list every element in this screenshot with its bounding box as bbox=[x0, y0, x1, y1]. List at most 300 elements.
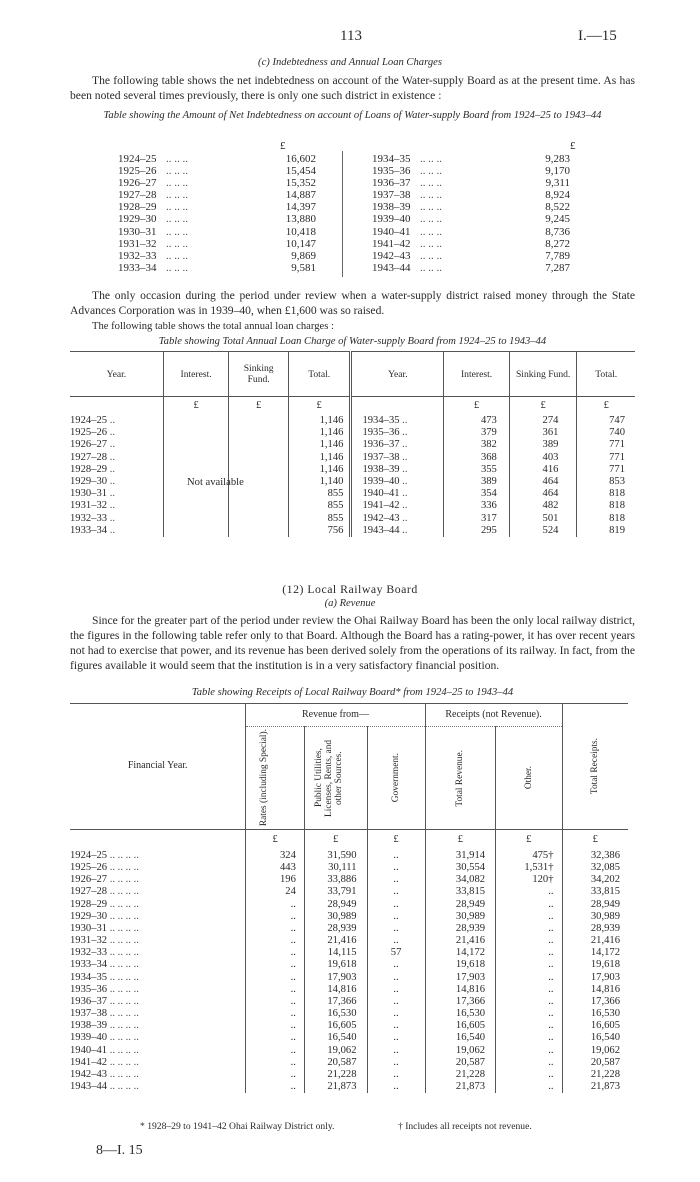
rates-cell: .. bbox=[246, 935, 305, 947]
government-cell: .. bbox=[367, 972, 425, 984]
year-cell: 1943–44 .. .. .. .. bbox=[70, 1080, 139, 1092]
other-cell: .. bbox=[496, 1069, 562, 1081]
leader-dots: .. bbox=[399, 439, 408, 451]
total-revenue-cell: 17,903 bbox=[425, 972, 495, 984]
interest-cell bbox=[163, 525, 229, 537]
year-cell: 1936–37 .. .. .. .. bbox=[70, 995, 139, 1007]
table-row bbox=[70, 1057, 628, 1069]
col-rates: Rates (including Special). bbox=[259, 729, 270, 827]
amount-cell: 7,287 bbox=[545, 261, 570, 274]
sinking-cell bbox=[229, 525, 289, 537]
table-row bbox=[118, 189, 598, 201]
currency-cell: £ bbox=[304, 830, 367, 851]
footnote-dagger: † Includes all receipts not revenue. bbox=[398, 1121, 532, 1132]
leader-dots: .. .. .. bbox=[166, 201, 188, 214]
leader-dots: .. bbox=[107, 427, 116, 439]
rates-cell: .. bbox=[246, 972, 305, 984]
total-cell: 756 bbox=[288, 525, 351, 537]
table-row bbox=[70, 886, 628, 898]
leader-dots: .. bbox=[399, 512, 408, 524]
amount-cell: 9,869 bbox=[291, 249, 316, 262]
table-row bbox=[70, 525, 635, 537]
indebtedness-intro: The following table shows the net indebtedness on account of the Water-supply Board as at the present time. As has been noted several times previously, there is only one such district in existence : bbox=[70, 74, 635, 102]
year-cell: 1942–43 .. bbox=[351, 513, 444, 525]
col-total-right: Total. bbox=[577, 352, 635, 397]
public-utilities-cell: 28,949 bbox=[304, 899, 367, 911]
table-row bbox=[70, 476, 635, 488]
total-receipts-cell: 33,815 bbox=[562, 886, 628, 898]
year-cell: 1939–40 .. bbox=[351, 476, 444, 488]
table-row bbox=[70, 1032, 628, 1044]
indebtedness-table-caption: Table showing the Amount of Net Indebtedness on account of Loans of Water-supply Board from 1924–25 to 1943–44 bbox=[103, 110, 602, 121]
leader-dots: .. bbox=[107, 451, 116, 463]
table-row bbox=[70, 500, 635, 512]
indebtedness-table bbox=[118, 153, 598, 274]
amount-cell: 13,880 bbox=[285, 213, 316, 226]
other-cell: .. bbox=[496, 1057, 562, 1069]
interest-cell: 379 bbox=[444, 427, 510, 439]
public-utilities-cell: 14,115 bbox=[304, 947, 367, 959]
table-row bbox=[70, 947, 628, 959]
leader-dots: .. .. .. bbox=[166, 177, 188, 190]
public-utilities-cell: 19,618 bbox=[304, 959, 367, 971]
amount-cell: 9,170 bbox=[545, 165, 570, 178]
amount-cell: 9,581 bbox=[291, 261, 316, 274]
leader-dots: .. .. .. bbox=[420, 213, 442, 226]
table-row bbox=[70, 1008, 628, 1020]
rates-cell: 24 bbox=[246, 886, 305, 898]
leader-dots: .. .. .. .. bbox=[107, 874, 139, 886]
year-cell: 1930–31 .. .. .. .. bbox=[70, 922, 139, 934]
table-row bbox=[70, 1081, 628, 1093]
amount-cell: 7,789 bbox=[545, 249, 570, 262]
table-row bbox=[70, 959, 628, 971]
total-cell: 818 bbox=[577, 500, 635, 512]
total-cell: 819 bbox=[577, 525, 635, 537]
sinking-cell bbox=[229, 513, 289, 525]
page-signature: 8—I. 15 bbox=[96, 1143, 143, 1158]
total-cell: 1,140 bbox=[288, 476, 351, 488]
interest-cell bbox=[163, 488, 229, 500]
total-receipts-cell: 21,873 bbox=[562, 1081, 628, 1093]
total-receipts-cell: 19,062 bbox=[562, 1045, 628, 1057]
year-cell: 1935–36 bbox=[372, 165, 411, 178]
leader-dots: .. .. .. .. bbox=[107, 1020, 139, 1032]
total-revenue-cell: 20,587 bbox=[425, 1057, 495, 1069]
amount-cell: 8,924 bbox=[545, 189, 570, 202]
railway-paragraph: Since for the greater part of the period under review the Ohai Railway Board has been the only local railway district, the figures in the following table refer only to that Board. Although the Board has a rating-power, it has over recent years not had to exercise that power, and its revenue has been derived solely from the operations of its railway. In fact, from the figures available it would seem that the institution is in a very satisfactory financial position. bbox=[70, 614, 635, 672]
rates-cell: .. bbox=[246, 1069, 305, 1081]
year-cell: 1926–27 bbox=[118, 177, 157, 190]
leader-dots: .. .. .. .. bbox=[107, 1008, 139, 1020]
table-row bbox=[70, 488, 635, 500]
other-cell: .. bbox=[496, 923, 562, 935]
rates-cell: .. bbox=[246, 911, 305, 923]
other-cell: .. bbox=[496, 1081, 562, 1093]
table-row bbox=[70, 972, 628, 984]
total-receipts-cell: 16,605 bbox=[562, 1020, 628, 1032]
amount-cell: 8,522 bbox=[545, 201, 570, 214]
total-revenue-cell: 28,949 bbox=[425, 899, 495, 911]
col-total: Total. bbox=[288, 352, 351, 397]
leader-dots: .. .. .. bbox=[420, 177, 442, 190]
table-row bbox=[70, 984, 628, 996]
leader-dots: .. bbox=[107, 463, 116, 475]
interest-cell: 368 bbox=[444, 452, 510, 464]
currency-symbol-right: £ bbox=[570, 140, 576, 152]
amount-cell: 16,602 bbox=[285, 153, 316, 165]
interest-cell: 473 bbox=[444, 415, 510, 427]
page-number: 113 bbox=[340, 28, 362, 44]
total-revenue-cell: 17,366 bbox=[425, 996, 495, 1008]
table-row bbox=[118, 250, 598, 262]
currency-cell: £ bbox=[444, 397, 510, 416]
leader-dots: .. .. .. .. bbox=[107, 935, 139, 947]
year-cell: 1934–35 .. bbox=[351, 415, 444, 427]
col-other: Other. bbox=[523, 766, 534, 790]
table-row bbox=[118, 165, 598, 177]
leader-dots: .. .. .. bbox=[420, 153, 442, 165]
leader-dots: .. bbox=[399, 451, 408, 463]
col-year-right: Year. bbox=[351, 352, 444, 397]
rates-cell: .. bbox=[246, 923, 305, 935]
public-utilities-cell: 17,903 bbox=[304, 972, 367, 984]
government-cell: .. bbox=[367, 984, 425, 996]
other-cell: .. bbox=[496, 1020, 562, 1032]
rates-cell: .. bbox=[246, 947, 305, 959]
government-cell: .. bbox=[367, 874, 425, 886]
government-cell: .. bbox=[367, 1081, 425, 1093]
year-cell: 1942–43 .. .. .. .. bbox=[70, 1068, 139, 1080]
table-row bbox=[70, 427, 635, 439]
interest-cell bbox=[163, 513, 229, 525]
currency-cell: £ bbox=[246, 830, 305, 851]
year-cell: 1929–30 bbox=[118, 213, 157, 226]
table-row bbox=[70, 1045, 628, 1057]
year-cell: 1943–44 bbox=[372, 261, 411, 274]
year-cell: 1935–36 .. .. .. .. bbox=[70, 983, 139, 995]
other-cell: .. bbox=[496, 996, 562, 1008]
total-receipts-cell: 17,903 bbox=[562, 972, 628, 984]
total-revenue-cell: 33,815 bbox=[425, 886, 495, 898]
leader-dots: .. bbox=[107, 500, 116, 512]
government-cell: .. bbox=[367, 911, 425, 923]
sinking-cell bbox=[229, 415, 289, 427]
year-cell: 1934–35 bbox=[372, 153, 411, 165]
year-cell: 1943–44 .. bbox=[351, 525, 444, 537]
year-cell: 1931–32 bbox=[118, 237, 157, 250]
leader-dots: .. bbox=[399, 476, 408, 488]
sinking-cell bbox=[229, 439, 289, 451]
leader-dots: .. .. .. bbox=[420, 189, 442, 202]
table-row bbox=[118, 238, 598, 250]
public-utilities-cell: 14,816 bbox=[304, 984, 367, 996]
leader-dots: .. .. .. .. bbox=[107, 862, 139, 874]
leader-dots: .. bbox=[399, 427, 408, 439]
other-cell: .. bbox=[496, 984, 562, 996]
total-cell: 740 bbox=[577, 427, 635, 439]
table-row bbox=[70, 862, 628, 874]
leader-dots: .. .. .. bbox=[166, 213, 188, 226]
col-interest-right: Interest. bbox=[444, 352, 510, 397]
other-cell: .. bbox=[496, 1008, 562, 1020]
year-cell: 1930–31 .. bbox=[70, 488, 116, 500]
total-cell: 771 bbox=[577, 464, 635, 476]
total-revenue-cell: 19,618 bbox=[425, 959, 495, 971]
amount-cell: 15,352 bbox=[285, 177, 316, 190]
leader-dots: .. bbox=[107, 439, 116, 451]
receipts-not-revenue-header: Receipts (not Revenue). bbox=[425, 704, 562, 727]
amount-cell: 10,418 bbox=[285, 225, 316, 238]
rates-cell: .. bbox=[246, 1081, 305, 1093]
total-revenue-cell: 34,082 bbox=[425, 874, 495, 886]
public-utilities-cell: 33,791 bbox=[304, 886, 367, 898]
rates-cell: .. bbox=[246, 899, 305, 911]
other-cell: .. bbox=[496, 947, 562, 959]
leader-dots: .. .. .. bbox=[420, 165, 442, 178]
leader-dots: .. bbox=[107, 476, 116, 488]
public-utilities-cell: 21,228 bbox=[304, 1069, 367, 1081]
leader-dots: .. .. .. .. bbox=[107, 995, 139, 1007]
charges-intro: The following table shows the total annual loan charges : bbox=[92, 321, 334, 332]
total-cell: 747 bbox=[577, 415, 635, 427]
public-utilities-cell: 19,062 bbox=[304, 1045, 367, 1057]
section-12-heading: (12) Local Railway Board bbox=[282, 582, 418, 596]
table-row bbox=[118, 226, 598, 238]
leader-dots: .. .. .. .. bbox=[107, 1032, 139, 1044]
interest-cell: 295 bbox=[444, 525, 510, 537]
year-cell: 1928–29 .. bbox=[70, 463, 116, 475]
year-cell: 1934–35 .. .. .. .. bbox=[70, 971, 139, 983]
rates-cell: .. bbox=[246, 1032, 305, 1044]
government-cell: .. bbox=[367, 1069, 425, 1081]
leader-dots: .. bbox=[399, 488, 408, 500]
total-revenue-cell: 16,605 bbox=[425, 1020, 495, 1032]
table-row bbox=[70, 911, 628, 923]
table-row bbox=[70, 464, 635, 476]
total-revenue-cell: 14,816 bbox=[425, 984, 495, 996]
year-cell: 1939–40 bbox=[372, 213, 411, 226]
total-receipts-cell: 32,386 bbox=[562, 850, 628, 862]
year-cell: 1932–33 .. .. .. .. bbox=[70, 947, 139, 959]
leader-dots: .. bbox=[399, 524, 408, 536]
receipts-table-caption: Table showing Receipts of Local Railway Board* from 1924–25 to 1943–44 bbox=[191, 687, 514, 698]
currency-cell: £ bbox=[562, 830, 628, 851]
sinking-cell: 464 bbox=[509, 488, 577, 500]
table-row bbox=[70, 452, 635, 464]
year-cell: 1928–29 bbox=[118, 201, 157, 214]
total-receipts-cell: 14,172 bbox=[562, 947, 628, 959]
table-row bbox=[70, 439, 635, 451]
table-row bbox=[70, 996, 628, 1008]
year-cell: 1927–28 .. .. .. .. bbox=[70, 886, 139, 898]
table-row bbox=[70, 899, 628, 911]
currency-cell: £ bbox=[577, 397, 635, 416]
col-interest: Interest. bbox=[163, 352, 229, 397]
government-cell: .. bbox=[367, 1020, 425, 1032]
total-cell: 818 bbox=[577, 488, 635, 500]
table-row bbox=[70, 874, 628, 886]
public-utilities-cell: 20,587 bbox=[304, 1057, 367, 1069]
col-year: Year. bbox=[106, 368, 127, 380]
currency-cell: £ bbox=[496, 830, 562, 851]
currency-symbol-left: £ bbox=[280, 140, 286, 152]
year-cell: 1928–29 .. .. .. .. bbox=[70, 898, 139, 910]
year-cell: 1925–26 .. .. .. .. bbox=[70, 862, 139, 874]
table-row bbox=[70, 1069, 628, 1081]
total-receipts-cell: 32,085 bbox=[562, 862, 628, 874]
interest-cell bbox=[163, 427, 229, 439]
government-cell: .. bbox=[367, 923, 425, 935]
leader-dots: .. .. .. .. bbox=[107, 1044, 139, 1056]
total-cell: 1,146 bbox=[288, 415, 351, 427]
col-sinking-fund-right: Sinking Fund. bbox=[509, 352, 577, 397]
public-utilities-cell: 30,989 bbox=[304, 911, 367, 923]
leader-dots: .. .. .. .. bbox=[107, 971, 139, 983]
total-cell: 855 bbox=[288, 513, 351, 525]
other-cell: .. bbox=[496, 886, 562, 898]
interest-cell: 354 bbox=[444, 488, 510, 500]
year-cell: 1940–41 .. bbox=[351, 488, 444, 500]
leader-dots: .. .. .. bbox=[420, 261, 442, 274]
government-cell: .. bbox=[367, 886, 425, 898]
leader-dots: .. bbox=[399, 500, 408, 512]
year-cell: 1941–42 bbox=[372, 237, 411, 250]
amount-cell: 8,272 bbox=[545, 237, 570, 250]
year-cell: 1936–37 .. bbox=[351, 439, 444, 451]
table-row bbox=[118, 153, 598, 165]
other-cell: .. bbox=[496, 911, 562, 923]
currency-cell: £ bbox=[425, 830, 495, 851]
leader-dots: .. .. .. bbox=[166, 237, 188, 250]
leader-dots: .. bbox=[107, 524, 116, 536]
amount-cell: 9,245 bbox=[545, 213, 570, 226]
year-cell: 1931–32 .. bbox=[70, 500, 116, 512]
other-cell: 1,531† bbox=[496, 862, 562, 874]
sinking-cell bbox=[229, 500, 289, 512]
sinking-cell: 403 bbox=[509, 452, 577, 464]
total-revenue-cell: 30,554 bbox=[425, 862, 495, 874]
report-code: I.—15 bbox=[578, 28, 617, 44]
total-revenue-cell: 31,914 bbox=[425, 850, 495, 862]
other-cell: .. bbox=[496, 1032, 562, 1044]
other-cell: .. bbox=[496, 899, 562, 911]
year-cell: 1932–33 .. bbox=[70, 512, 116, 524]
table-row bbox=[70, 850, 628, 862]
government-cell: .. bbox=[367, 862, 425, 874]
public-utilities-cell: 16,540 bbox=[304, 1032, 367, 1044]
leader-dots: .. .. .. .. bbox=[107, 910, 139, 922]
year-cell: 1941–42 .. .. .. .. bbox=[70, 1056, 139, 1068]
total-cell: 818 bbox=[577, 513, 635, 525]
rates-cell: .. bbox=[246, 959, 305, 971]
total-revenue-cell: 16,540 bbox=[425, 1032, 495, 1044]
public-utilities-cell: 16,605 bbox=[304, 1020, 367, 1032]
interest-cell bbox=[163, 452, 229, 464]
amount-cell: 14,397 bbox=[285, 201, 316, 214]
total-cell: 1,146 bbox=[288, 452, 351, 464]
leader-dots: .. bbox=[399, 463, 408, 475]
amount-cell: 10,147 bbox=[285, 237, 316, 250]
loan-charges-table bbox=[70, 351, 635, 537]
amount-cell: 15,454 bbox=[285, 165, 316, 178]
currency-cell: £ bbox=[163, 397, 229, 416]
col-total-revenue: Total Revenue. bbox=[455, 749, 466, 807]
sinking-cell: 274 bbox=[509, 415, 577, 427]
leader-dots: .. .. .. .. bbox=[107, 983, 139, 995]
interest-cell bbox=[163, 464, 229, 476]
other-cell: .. bbox=[496, 972, 562, 984]
total-cell: 1,146 bbox=[288, 464, 351, 476]
year-cell: 1937–38 .. .. .. .. bbox=[70, 1008, 139, 1020]
leader-dots: .. .. .. .. bbox=[107, 959, 139, 971]
government-cell: .. bbox=[367, 1057, 425, 1069]
indebtedness-note: The only occasion during the period under review when a water-supply district raised money through the State Advances Corporation was in 1939–40, when £1,600 was so raised. bbox=[70, 289, 635, 317]
rates-cell: 324 bbox=[246, 850, 305, 862]
leader-dots: .. bbox=[107, 488, 116, 500]
interest-cell: 389 bbox=[444, 476, 510, 488]
public-utilities-cell: 21,416 bbox=[304, 935, 367, 947]
leader-dots: .. .. .. bbox=[420, 249, 442, 262]
sinking-cell: 389 bbox=[509, 439, 577, 451]
table-row bbox=[118, 262, 598, 274]
year-cell: 1931–32 .. .. .. .. bbox=[70, 935, 139, 947]
sinking-cell bbox=[229, 464, 289, 476]
year-cell: 1929–30 .. bbox=[70, 476, 116, 488]
leader-dots: .. .. .. .. bbox=[107, 1068, 139, 1080]
year-cell: 1938–39 .. bbox=[351, 464, 444, 476]
leader-dots: .. .. .. .. bbox=[107, 898, 139, 910]
sinking-cell bbox=[229, 488, 289, 500]
year-cell: 1925–26 .. bbox=[70, 427, 116, 439]
other-cell: .. bbox=[496, 1045, 562, 1057]
year-cell: 1940–41 .. .. .. .. bbox=[70, 1044, 139, 1056]
government-cell: .. bbox=[367, 1008, 425, 1020]
railway-receipts-table bbox=[70, 703, 628, 1093]
sinking-cell: 464 bbox=[509, 476, 577, 488]
total-receipts-cell: 14,816 bbox=[562, 984, 628, 996]
interest-cell bbox=[163, 415, 229, 427]
currency-cell: £ bbox=[509, 397, 577, 416]
government-cell: .. bbox=[367, 1032, 425, 1044]
leader-dots: .. .. .. .. bbox=[107, 947, 139, 959]
year-cell: 1927–28 .. bbox=[70, 451, 116, 463]
year-cell: 1924–25 bbox=[118, 153, 157, 165]
total-cell: 771 bbox=[577, 452, 635, 464]
year-cell: 1937–38 .. bbox=[351, 452, 444, 464]
total-cell: 855 bbox=[288, 500, 351, 512]
col-public-utilities: Public Utilities, Licenses, Rents, and other Sources. bbox=[313, 739, 344, 817]
year-cell: 1933–34 .. .. .. .. bbox=[70, 959, 139, 971]
public-utilities-cell: 31,590 bbox=[304, 850, 367, 862]
total-receipts-cell: 34,202 bbox=[562, 874, 628, 886]
revenue-subheading: (a) Revenue bbox=[324, 598, 376, 609]
year-cell: 1925–26 bbox=[118, 165, 157, 178]
total-receipts-cell: 16,530 bbox=[562, 1008, 628, 1020]
total-receipts-cell: 17,366 bbox=[562, 996, 628, 1008]
sinking-cell: 501 bbox=[509, 513, 577, 525]
total-receipts-cell: 21,416 bbox=[562, 935, 628, 947]
other-cell: .. bbox=[496, 935, 562, 947]
total-cell: 853 bbox=[577, 476, 635, 488]
leader-dots: .. .. .. .. bbox=[107, 850, 139, 861]
total-receipts-cell: 16,540 bbox=[562, 1032, 628, 1044]
total-revenue-cell: 21,228 bbox=[425, 1069, 495, 1081]
total-receipts-cell: 28,939 bbox=[562, 923, 628, 935]
sinking-cell bbox=[229, 452, 289, 464]
leader-dots: .. .. .. bbox=[420, 237, 442, 250]
table-row bbox=[118, 201, 598, 213]
